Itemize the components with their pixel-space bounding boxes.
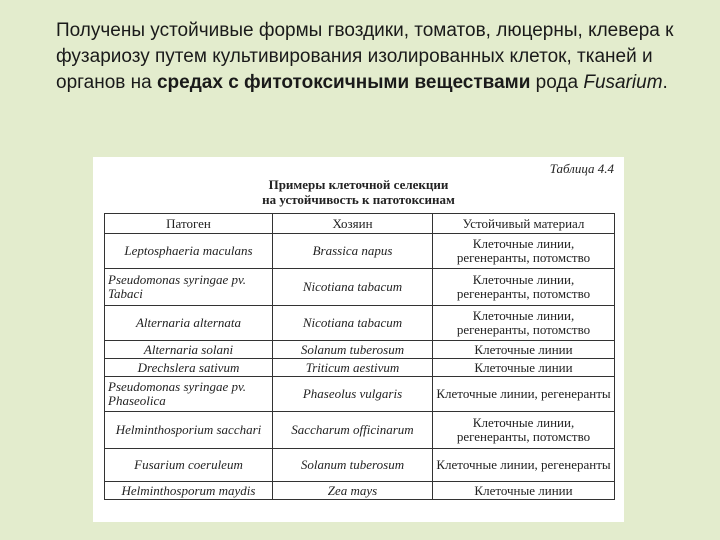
host-cell: Phaseolus vulgaris [273, 377, 433, 412]
material-cell: Клеточные линии, регенеранты, потомство [433, 234, 615, 269]
pathogen-cell: Pseudomonas syringae pv. Tabaci [105, 269, 273, 306]
table-row [105, 306, 615, 341]
slide-heading [56, 18, 696, 96]
table-header-row [105, 214, 615, 234]
host-cell: Nicotiana tabacum [273, 269, 433, 306]
material-cell: Клеточные линии, регенеранты, потомство [433, 306, 615, 341]
material-cell: Клеточные линии [433, 359, 615, 377]
host-cell: Nicotiana tabacum [273, 306, 433, 341]
material-cell: Клеточные линии, регенеранты [433, 449, 615, 482]
table-image [93, 157, 624, 522]
table-row [105, 377, 615, 412]
host-cell: Saccharum officinarum [273, 412, 433, 449]
heading-text-1: Получены устойчивые формы гвоздики, томатов, люцерны, клевера к фузариозу путем культивирования изолированных клеток, тканей и органов на [56, 20, 674, 93]
pathogen-cell: Helminthosporum maydis [105, 482, 273, 500]
heading-text-2: рода [530, 72, 584, 93]
header-material: Устойчивый материал [433, 214, 615, 234]
material-cell: Клеточные линии, регенеранты [433, 377, 615, 412]
table-row [105, 482, 615, 500]
heading-italic-text: Fusarium [583, 72, 663, 93]
host-cell: Solanum tuberosum [273, 341, 433, 359]
table-row [105, 412, 615, 449]
header-host: Хозяин [273, 214, 433, 234]
material-cell: Клеточные линии, регенеранты, потомство [433, 269, 615, 306]
pathogen-cell: Alternaria solani [105, 341, 273, 359]
material-cell: Клеточные линии [433, 341, 615, 359]
table-row [105, 359, 615, 377]
table-row [105, 269, 615, 306]
selection-table [104, 213, 615, 500]
pathogen-cell: Leptosphaeria maculans [105, 234, 273, 269]
pathogen-cell: Drechslera sativum [105, 359, 273, 377]
pathogen-cell: Helminthosporium sacchari [105, 412, 273, 449]
table-label: Таблица 4.4 [549, 161, 614, 176]
header-pathogen: Патоген [105, 214, 273, 234]
heading-bold-text: средах с фитотоксичными веществами [156, 72, 531, 93]
host-cell: Zea mays [273, 482, 433, 500]
table-title-line-2: на устойчивость к патотоксинам [262, 192, 455, 207]
material-cell: Клеточные линии, регенеранты, потомство [433, 412, 615, 449]
table-row [105, 234, 615, 269]
host-cell: Solanum tuberosum [273, 449, 433, 482]
pathogen-cell: Alternaria alternata [105, 306, 273, 341]
pathogen-cell: Pseudomonas syringae pv. Phaseolica [105, 377, 273, 412]
table-row [105, 341, 615, 359]
pathogen-cell: Fusarium coeruleum [105, 449, 273, 482]
material-cell: Клеточные линии [433, 482, 615, 500]
host-cell: Triticum aestivum [273, 359, 433, 377]
table-row [105, 449, 615, 482]
host-cell: Brassica napus [273, 234, 433, 269]
heading-text-3: . [662, 72, 668, 93]
table-title-line-1: Примеры клеточной селекции [268, 177, 449, 192]
